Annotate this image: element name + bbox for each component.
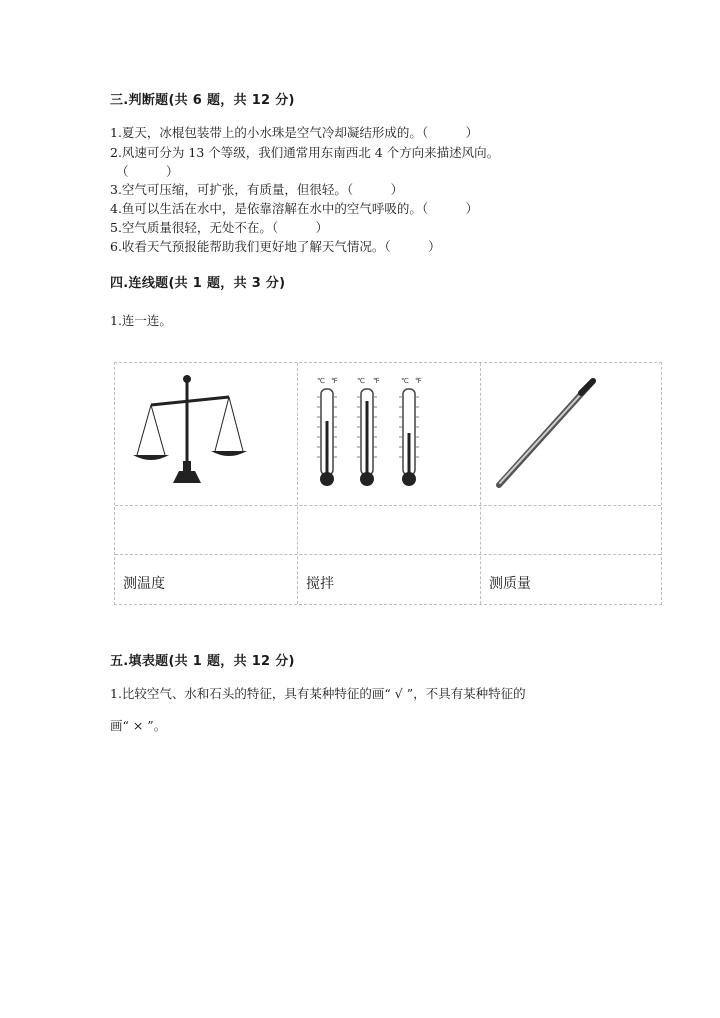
table-question-line1: 1.比较空气、水和石头的特征，具有某种特征的画“ √ ”，不具有某种特征的 (110, 686, 526, 701)
judge-item-5: 5.空气质量很轻，无处不在。（ ） (110, 220, 329, 235)
svg-text:℉: ℉ (373, 377, 380, 385)
judge-item-1: 1.夏天，冰棍包装带上的小水珠是空气冷却凝结形成的。（ ） (110, 125, 479, 140)
svg-text:℃: ℃ (357, 377, 365, 385)
glass-rod-icon (493, 375, 613, 493)
svg-text:℉: ℉ (415, 377, 422, 385)
table-question-line2: 画“ × ”。 (110, 718, 167, 733)
judge-item-2: 2.风速可分为 13 个等级，我们通常用东南西北 4 个方向来描述风向。 (110, 145, 500, 160)
matching-question: 1.连一连。 (110, 313, 172, 328)
svg-text:℃: ℃ (317, 377, 325, 385)
balance-scale-icon (129, 371, 279, 491)
judge-item-2-blank: （ ） (116, 164, 179, 179)
section3-title: 三.判断题(共 6 题，共 12 分) (110, 93, 295, 108)
thermometers-icon (311, 373, 441, 491)
svg-text:℉: ℉ (331, 377, 338, 385)
svg-text:℃: ℃ (401, 377, 409, 385)
judge-item-4: 4.鱼可以生活在水中，是依靠溶解在水中的空气呼吸的。（ ） (110, 201, 479, 216)
section4-title: 四.连线题(共 1 题，共 3 分) (110, 276, 286, 291)
matching-grid (114, 362, 662, 605)
judge-item-6: 6.收看天气预报能帮助我们更好地了解天气情况。（ ） (110, 239, 441, 254)
label-measure-temperature: 测温度 (123, 576, 165, 592)
label-measure-mass: 测质量 (489, 576, 531, 592)
label-stir: 搅拌 (306, 576, 334, 592)
section5-title: 五.填表题(共 1 题，共 12 分) (110, 654, 295, 669)
judge-item-3: 3.空气可压缩，可扩张，有质量，但很轻。（ ） (110, 182, 404, 197)
